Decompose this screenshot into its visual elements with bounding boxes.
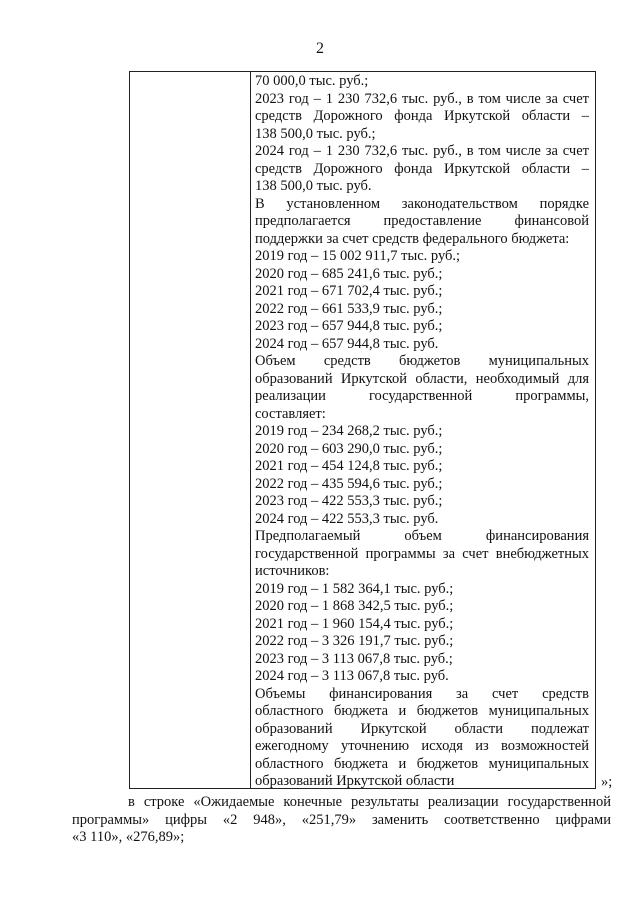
table-line: 2021 год – 671 702,4 тыс. руб.; — [255, 283, 443, 299]
table-line: 2024 год – 1 230 732,6 тыс. руб., в том числе за счет — [255, 143, 589, 159]
table-line: 2021 год – 1 960 154,4 тыс. руб.; — [255, 615, 454, 632]
table-line: В установленном законодательством порядке — [255, 195, 589, 212]
table-line: реализации государственной программы, — [255, 388, 589, 404]
table-line: 2021 год – 454 124,8 тыс. руб.; — [255, 458, 443, 474]
table-line: 70 000,0 тыс. руб.; — [255, 73, 369, 89]
table-line: образований Иркутской области — [255, 773, 455, 789]
table-line: 2022 год – 3 326 191,7 тыс. руб.; — [255, 633, 454, 649]
program-passport-table — [129, 71, 596, 789]
table-line: поддержки за счет средств федерального бюджета: — [255, 230, 570, 247]
table-line: 2023 год – 657 944,8 тыс. руб.; — [255, 318, 443, 334]
table-line: предполагается предоставление финансовой — [255, 213, 589, 229]
table-line: областного бюджета и бюджетов муниципальных — [255, 703, 589, 719]
table-line: образований Иркутской области, необходимый для — [255, 370, 589, 387]
table-line: Объем средств бюджетов муниципальных — [255, 353, 589, 369]
table-line: областного бюджета и бюджетов муниципальных — [255, 755, 589, 772]
table-line: 2019 год – 1 582 364,1 тыс. руб.; — [255, 580, 454, 597]
table-line: 2022 год – 435 594,6 тыс. руб.; — [255, 475, 443, 492]
table-line: 138 500,0 тыс. руб. — [255, 178, 372, 194]
table-line: 2020 год – 1 868 342,5 тыс. руб.; — [255, 598, 454, 614]
table-line: государственной программы за счет внебюджетных — [255, 545, 589, 562]
table-line: 2020 год – 603 290,0 тыс. руб.; — [255, 440, 443, 457]
amendment-paragraph — [72, 794, 611, 847]
table-line: ежегодному уточнению исходя из возможностей — [255, 738, 589, 754]
table-line: Объемы финансирования за счет средств — [255, 685, 589, 702]
table-line: 2022 год – 661 533,9 тыс. руб.; — [255, 300, 443, 317]
closing-quote: »; — [601, 774, 613, 790]
paragraph-line: «3 110», «276,89»; — [72, 829, 185, 845]
table-line: 2024 год – 657 944,8 тыс. руб. — [255, 335, 439, 352]
table-right-cell — [255, 73, 589, 791]
paragraph-line: программы» цифры «2 948», «251,79» заменить соответственно цифрами — [72, 811, 611, 828]
table-line: составляет: — [255, 405, 326, 422]
table-line: источников: — [255, 563, 330, 579]
table-line: 2023 год – 422 553,3 тыс. руб.; — [255, 493, 443, 509]
table-line: 2019 год – 15 002 911,7 тыс. руб.; — [255, 248, 461, 264]
table-line: 2024 год – 3 113 067,8 тыс. руб. — [255, 668, 449, 684]
table-left-cell — [130, 72, 251, 788]
table-line: 2023 год – 3 113 067,8 тыс. руб.; — [255, 650, 453, 667]
table-line: 2023 год – 1 230 732,6 тыс. руб., в том числе за счет — [255, 90, 589, 107]
paragraph-line: в строке «Ожидаемые конечные результаты реализации государственной — [128, 794, 611, 810]
table-line: 2020 год – 685 241,6 тыс. руб.; — [255, 265, 443, 282]
table-line: средств Дорожного фонда Иркутской области – — [255, 160, 589, 177]
table-line: 138 500,0 тыс. руб.; — [255, 125, 376, 142]
table-line: 2019 год – 234 268,2 тыс. руб.; — [255, 423, 443, 439]
table-line: 2024 год – 422 553,3 тыс. руб. — [255, 510, 439, 527]
table-line: средств Дорожного фонда Иркутской области – — [255, 108, 589, 124]
table-line: Предполагаемый объем финансирования — [255, 528, 589, 544]
table-line: образований Иркутской области подлежат — [255, 720, 589, 737]
page-number: 2 — [316, 40, 324, 57]
